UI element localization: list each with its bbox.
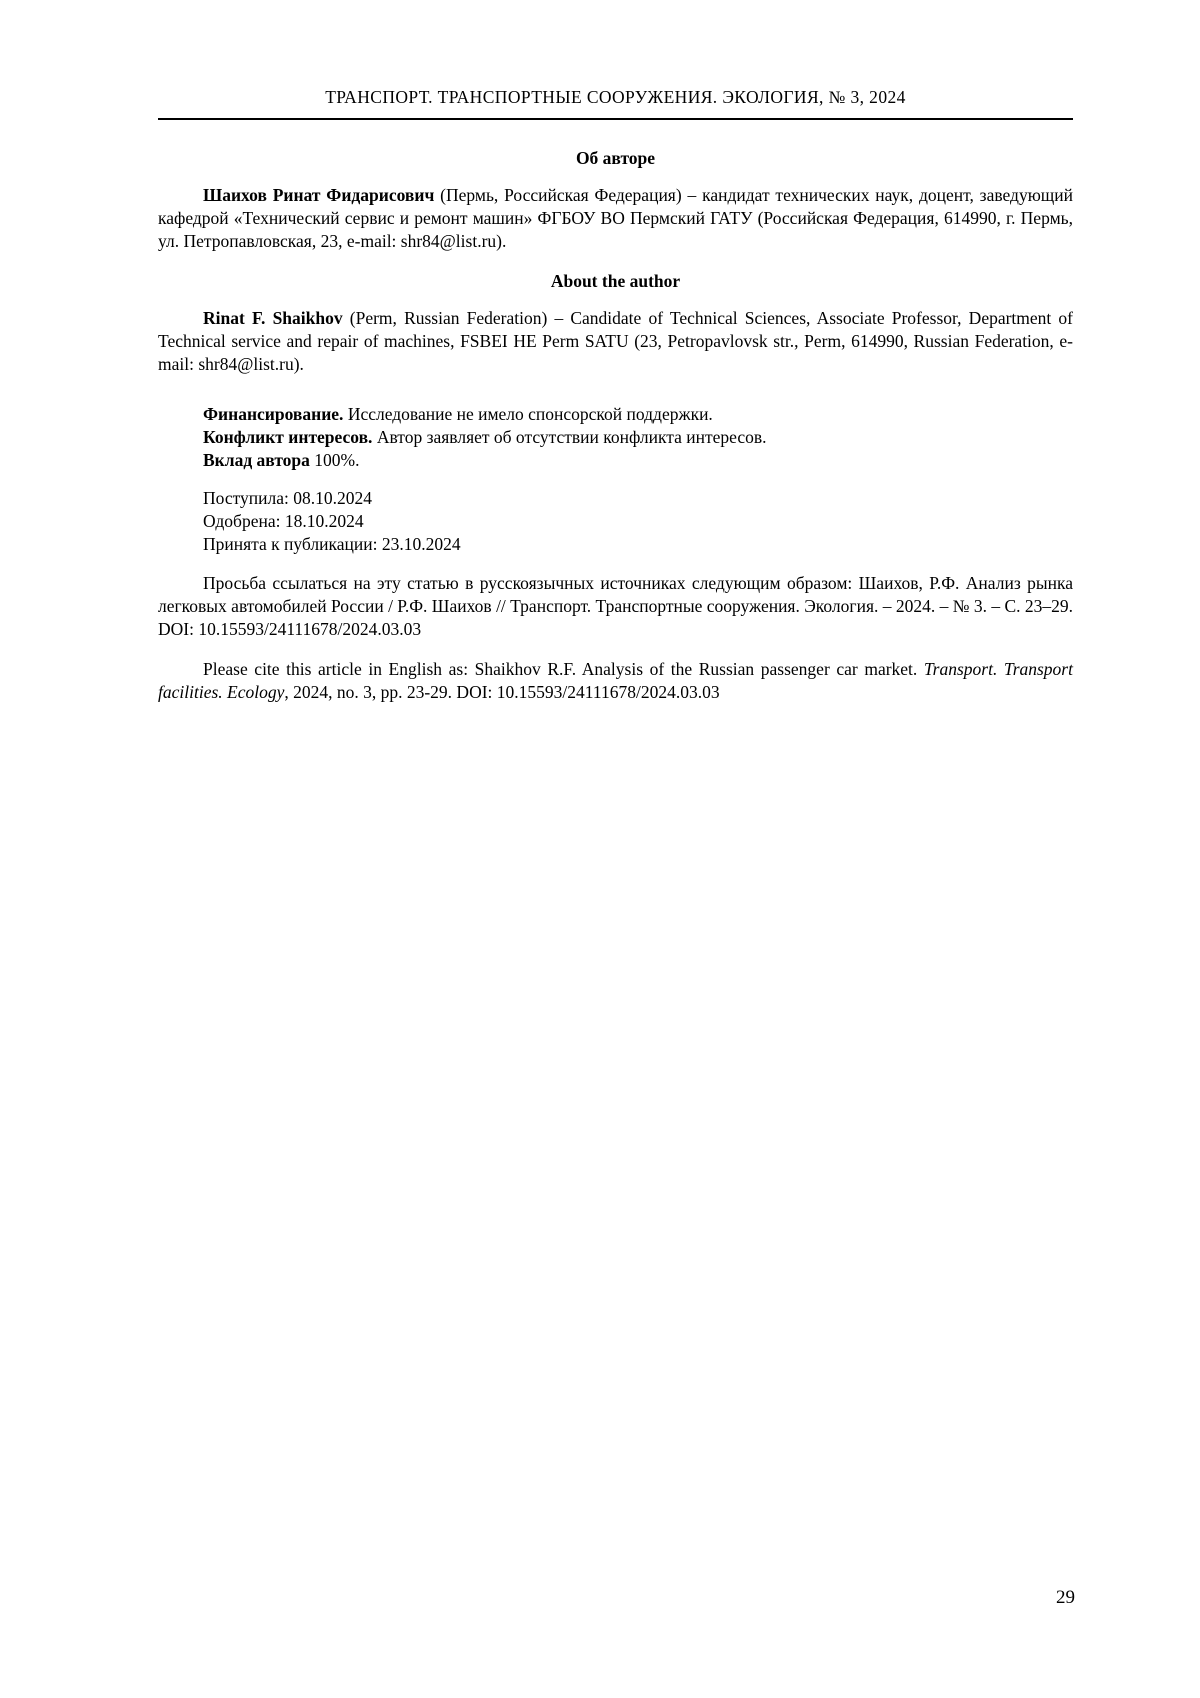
section-heading-about-author-en: About the author xyxy=(550,271,681,291)
contribution-label: Вклад автора xyxy=(203,450,310,470)
date-received: Поступила: 08.10.2024 xyxy=(203,488,372,508)
funding-line xyxy=(158,403,1073,426)
funding-text: Исследование не имело спонсорской поддержки. xyxy=(343,404,713,424)
citation-en-journal-title: Transport. Transport facilities. Ecology xyxy=(158,659,1073,702)
date-approved: Одобрена: 18.10.2024 xyxy=(203,511,364,531)
conflict-label: Конфликт интересов. xyxy=(203,427,373,447)
author-paragraph-ru xyxy=(158,184,1073,253)
header-rule xyxy=(158,118,1073,120)
funding-label: Финансирование. xyxy=(203,404,344,424)
contribution-text: 100%. xyxy=(309,450,360,470)
page-number: 29 xyxy=(1056,1587,1075,1608)
citation-en-pre: Please cite this article in English as: Shaikhov R.F. Analysis of the Russian passenger car market. xyxy=(203,659,924,679)
author-name-ru: Шаихов Ринат Фидарисович xyxy=(203,185,435,205)
conflict-line xyxy=(158,426,1073,449)
citation-ru: Просьба ссылаться на эту статью в русскоязычных источниках следующим образом: Шаихов, Р.Ф. Анализ рынка легковых автомобилей России / Р.Ф. Шаихов // Транспорт. Транспортные сооружения. Экология. – 2024. – № 3. – С. 23–29. DOI: 10.15593/24111678/2024.03.03 xyxy=(158,573,1073,639)
author-info-en: (Perm, Russian Federation) – Candidate of Technical Sciences, Associate Professor, Department of Technical service and repair of machines, FSBEI HE Perm SATU (23, Petropavlovsk str., Perm, 614990, Russian Federation, e-mail: shr84@list.ru). xyxy=(158,308,1074,374)
author-paragraph-en xyxy=(158,307,1073,376)
contribution-line xyxy=(158,449,1073,472)
conflict-text: Автор заявляет об отсутствии конфликта интересов. xyxy=(372,427,767,447)
author-name-en: Rinat F. Shaikhov xyxy=(203,308,343,328)
citation-en-post: , 2024, no. 3, pp. 23-29. DOI: 10.15593/24111678/2024.03.03 xyxy=(284,682,720,702)
citation-en xyxy=(158,658,1073,704)
date-accepted: Принята к публикации: 23.10.2024 xyxy=(203,534,461,554)
dates-block xyxy=(158,487,1073,556)
journal-header-title: ТРАНСПОРТ. ТРАНСПОРТНЫЕ СООРУЖЕНИЯ. ЭКОЛОГИЯ, № 3, 2024 xyxy=(325,87,906,107)
section-heading-about-author-ru: Об авторе xyxy=(575,148,656,168)
author-info-ru: (Пермь, Российская Федерация) – кандидат технических наук, доцент, заведующий кафедрой «Технический сервис и ремонт машин» ФГБОУ ВО Пермский ГАТУ (Российская Федерация, 614990, г. Пермь, ул. Петропавловская, 23, e-mail: shr84@list.ru). xyxy=(158,185,1073,251)
meta-block xyxy=(158,403,1073,472)
